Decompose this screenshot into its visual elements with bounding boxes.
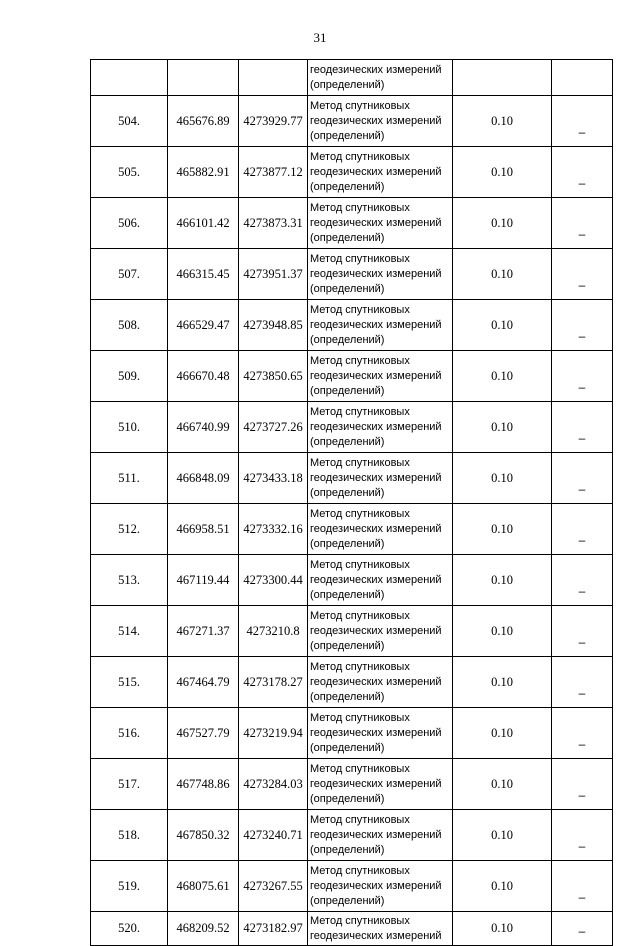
method-cell: Метод спутниковых геодезических измерений (определений)	[308, 861, 453, 912]
accuracy-cell: 0.10	[453, 351, 552, 402]
table-row	[91, 453, 613, 504]
method-cell: Метод спутниковых геодезических измерений (определений)	[308, 453, 453, 504]
x-coordinate-cell: 466315.45	[168, 249, 239, 300]
table-row	[91, 912, 613, 946]
description-cell	[552, 657, 613, 708]
description-cell	[552, 708, 613, 759]
accuracy-cell: 0.10	[453, 453, 552, 504]
x-coordinate-cell: 466958.51	[168, 504, 239, 555]
accuracy-cell: 0.10	[453, 861, 552, 912]
method-cell: Метод спутниковых геодезических измерений (определений)	[308, 708, 453, 759]
description-cell	[552, 96, 613, 147]
table-row	[91, 810, 613, 861]
y-coordinate-cell	[239, 60, 308, 96]
method-cell: Метод спутниковых геодезических измерений	[308, 912, 453, 946]
method-cell: Метод спутниковых геодезических измерений (определений)	[308, 657, 453, 708]
x-coordinate-cell: 466529.47	[168, 300, 239, 351]
x-coordinate-cell: 468209.52	[168, 912, 239, 946]
x-coordinate-cell: 466848.09	[168, 453, 239, 504]
accuracy-cell: 0.10	[453, 657, 552, 708]
dash-mark: –	[578, 924, 586, 938]
dash-mark: –	[578, 380, 586, 394]
row-number-cell: 505.	[91, 147, 168, 198]
dash-mark: –	[578, 227, 586, 241]
method-cell: Метод спутниковых геодезических измерений (определений)	[308, 759, 453, 810]
dash-mark: –	[578, 839, 586, 853]
method-cell: Метод спутниковых геодезических измерений (определений)	[308, 606, 453, 657]
method-cell: Метод спутниковых геодезических измерений (определений)	[308, 810, 453, 861]
x-coordinate-cell: 466670.48	[168, 351, 239, 402]
table-row	[91, 198, 613, 249]
dash-mark: –	[578, 788, 586, 802]
row-number-cell: 509.	[91, 351, 168, 402]
table-row	[91, 249, 613, 300]
accuracy-cell: 0.10	[453, 810, 552, 861]
y-coordinate-cell: 4273178.27	[239, 657, 308, 708]
description-cell	[552, 861, 613, 912]
table-row	[91, 147, 613, 198]
y-coordinate-cell: 4273727.26	[239, 402, 308, 453]
description-cell	[552, 60, 613, 96]
y-coordinate-cell: 4273873.31	[239, 198, 308, 249]
page-number: 31	[313, 30, 327, 45]
row-number-cell: 516.	[91, 708, 168, 759]
row-number-cell: 519.	[91, 861, 168, 912]
y-coordinate-cell: 4273877.12	[239, 147, 308, 198]
continued-table-row	[91, 60, 613, 96]
row-number-cell: 515.	[91, 657, 168, 708]
accuracy-cell: 0.10	[453, 198, 552, 249]
row-number-cell: 518.	[91, 810, 168, 861]
accuracy-cell: 0.10	[453, 555, 552, 606]
y-coordinate-cell: 4273182.97	[239, 912, 308, 946]
description-cell	[552, 504, 613, 555]
accuracy-cell: 0.10	[453, 708, 552, 759]
y-coordinate-cell: 4273284.03	[239, 759, 308, 810]
description-cell	[552, 606, 613, 657]
x-coordinate-cell: 468075.61	[168, 861, 239, 912]
description-cell	[552, 453, 613, 504]
x-coordinate-cell: 467464.79	[168, 657, 239, 708]
coordinates-table-body	[91, 60, 613, 946]
dash-mark: –	[578, 278, 586, 292]
accuracy-cell: 0.10	[453, 606, 552, 657]
table-row	[91, 657, 613, 708]
row-number-cell	[91, 60, 168, 96]
y-coordinate-cell: 4273929.77	[239, 96, 308, 147]
x-coordinate-cell	[168, 60, 239, 96]
accuracy-cell: 0.10	[453, 96, 552, 147]
row-number-cell: 517.	[91, 759, 168, 810]
accuracy-cell: 0.10	[453, 249, 552, 300]
description-cell	[552, 810, 613, 861]
accuracy-cell: 0.10	[453, 147, 552, 198]
description-cell	[552, 351, 613, 402]
method-cell: Метод спутниковых геодезических измерений (определений)	[308, 402, 453, 453]
accuracy-cell: 0.10	[453, 300, 552, 351]
row-number-cell: 512.	[91, 504, 168, 555]
y-coordinate-cell: 4273951.37	[239, 249, 308, 300]
method-cell: Метод спутниковых геодезических измерений (определений)	[308, 504, 453, 555]
y-coordinate-cell: 4273240.71	[239, 810, 308, 861]
accuracy-cell: 0.10	[453, 402, 552, 453]
table-row	[91, 861, 613, 912]
row-number-cell: 511.	[91, 453, 168, 504]
row-number-cell: 506.	[91, 198, 168, 249]
accuracy-cell	[453, 60, 552, 96]
y-coordinate-cell: 4273433.18	[239, 453, 308, 504]
description-cell	[552, 402, 613, 453]
accuracy-cell: 0.10	[453, 504, 552, 555]
table-row	[91, 402, 613, 453]
x-coordinate-cell: 467119.44	[168, 555, 239, 606]
method-cell: Метод спутниковых геодезических измерений (определений)	[308, 96, 453, 147]
y-coordinate-cell: 4273219.94	[239, 708, 308, 759]
description-cell	[552, 759, 613, 810]
row-number-cell: 514.	[91, 606, 168, 657]
description-cell	[552, 912, 613, 946]
y-coordinate-cell: 4273267.55	[239, 861, 308, 912]
dash-mark: –	[578, 176, 586, 190]
description-cell	[552, 555, 613, 606]
table-row	[91, 708, 613, 759]
row-number-cell: 520.	[91, 912, 168, 946]
description-cell	[552, 300, 613, 351]
dash-mark: –	[578, 125, 586, 139]
description-cell	[552, 198, 613, 249]
row-number-cell: 507.	[91, 249, 168, 300]
dash-mark: –	[578, 431, 586, 445]
x-coordinate-cell: 467527.79	[168, 708, 239, 759]
y-coordinate-cell: 4273300.44	[239, 555, 308, 606]
x-coordinate-cell: 465676.89	[168, 96, 239, 147]
y-coordinate-cell: 4273332.16	[239, 504, 308, 555]
method-cell: Метод спутниковых геодезических измерений (определений)	[308, 555, 453, 606]
y-coordinate-cell: 4273850.65	[239, 351, 308, 402]
dash-mark: –	[578, 737, 586, 751]
table-row	[91, 759, 613, 810]
x-coordinate-cell: 466101.42	[168, 198, 239, 249]
description-cell	[552, 147, 613, 198]
accuracy-cell: 0.10	[453, 759, 552, 810]
method-cell: геодезических измерений (определений)	[308, 60, 453, 96]
row-number-cell: 508.	[91, 300, 168, 351]
table-row	[91, 96, 613, 147]
dash-mark: –	[578, 329, 586, 343]
table-row	[91, 351, 613, 402]
accuracy-cell: 0.10	[453, 912, 552, 946]
row-number-cell: 513.	[91, 555, 168, 606]
x-coordinate-cell: 466740.99	[168, 402, 239, 453]
dash-mark: –	[578, 635, 586, 649]
method-cell: Метод спутниковых геодезических измерений (определений)	[308, 147, 453, 198]
y-coordinate-cell: 4273948.85	[239, 300, 308, 351]
coordinates-table	[90, 59, 613, 946]
dash-mark: –	[578, 890, 586, 904]
y-coordinate-cell: 4273210.8	[239, 606, 308, 657]
method-cell: Метод спутниковых геодезических измерений (определений)	[308, 300, 453, 351]
dash-mark: –	[578, 533, 586, 547]
method-cell: Метод спутниковых геодезических измерений (определений)	[308, 198, 453, 249]
dash-mark: –	[578, 584, 586, 598]
x-coordinate-cell: 467850.32	[168, 810, 239, 861]
x-coordinate-cell: 467748.86	[168, 759, 239, 810]
table-row	[91, 300, 613, 351]
table-row	[91, 555, 613, 606]
method-cell: Метод спутниковых геодезических измерений (определений)	[308, 249, 453, 300]
table-row	[91, 606, 613, 657]
table-row	[91, 504, 613, 555]
x-coordinate-cell: 467271.37	[168, 606, 239, 657]
dash-mark: –	[578, 482, 586, 496]
description-cell	[552, 249, 613, 300]
x-coordinate-cell: 465882.91	[168, 147, 239, 198]
dash-mark: –	[578, 686, 586, 700]
method-cell: Метод спутниковых геодезических измерений (определений)	[308, 351, 453, 402]
row-number-cell: 504.	[91, 96, 168, 147]
row-number-cell: 510.	[91, 402, 168, 453]
